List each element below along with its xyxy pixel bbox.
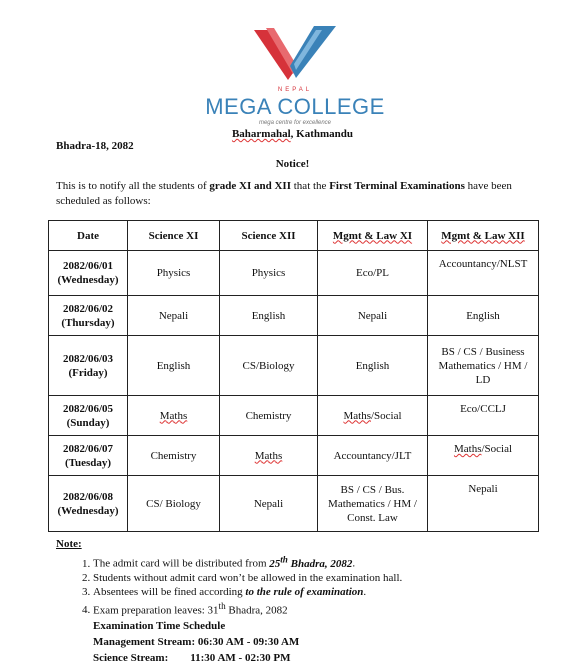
cell-text: Maths	[159, 409, 188, 422]
address-place: Baharmahal	[231, 128, 291, 140]
table-row	[49, 296, 539, 336]
note-text: .	[352, 557, 356, 570]
intro-text-1: This is to notify all the students of	[56, 180, 210, 192]
cell-mgmt-xii: Eco/CCLJ	[428, 396, 539, 436]
note-sup: th	[218, 600, 226, 611]
day-value: (Thursday)	[61, 316, 115, 329]
time-schedule	[93, 618, 536, 666]
science-time-row	[93, 650, 536, 666]
table-row	[49, 396, 539, 436]
day-value: (Friday)	[68, 366, 108, 379]
cell-mgmt-xi: Eco/PL	[318, 251, 428, 296]
row-date	[49, 396, 128, 436]
table-row	[49, 476, 539, 532]
note-text: .	[363, 585, 367, 598]
note-text: Exam preparation leaves: 31	[93, 604, 219, 617]
table-header-row	[49, 221, 539, 251]
science-time: 11:30 AM - 02:30 PM	[190, 652, 291, 665]
date-value: 2082/06/02	[62, 302, 114, 315]
management-label: Management Stream:	[93, 636, 198, 649]
table-row	[49, 436, 539, 476]
address-city: , Kathmandu	[290, 128, 354, 140]
header-mgmt-law-xii	[428, 221, 539, 251]
college-address	[0, 128, 585, 140]
row-date	[49, 296, 128, 336]
cell-science-xi: English	[128, 336, 220, 396]
cell-science-xii: English	[220, 296, 318, 336]
cell-mgmt-xi: Accountancy/JLT	[318, 436, 428, 476]
cell-text: Maths	[453, 443, 482, 455]
notice-date: Bhadra-18, 2082	[56, 140, 134, 152]
header-mgmt-law-xi	[318, 221, 428, 251]
intro-grades: grade XI and XII	[209, 180, 291, 192]
management-time-row	[93, 634, 536, 650]
cell-mgmt-xii: Nepali	[428, 476, 539, 532]
date-value: 2082/06/01	[62, 260, 114, 272]
science-label: Science Stream:	[93, 652, 191, 665]
cell-mgmt-xi: Nepali	[318, 296, 428, 336]
header-science-xii: Science XII	[220, 221, 318, 251]
cell-text: Maths	[254, 449, 283, 462]
day-value: (Wednesday)	[57, 274, 119, 286]
row-date	[49, 476, 128, 532]
cell-science-xi: Physics	[128, 251, 220, 296]
note-text: The admit card will be distributed from	[93, 557, 270, 570]
row-date	[49, 436, 128, 476]
header-mgmt-law-xii-text: Mgmt & Law XII	[441, 229, 525, 242]
notes-list	[56, 552, 536, 617]
note-admit-date	[269, 554, 353, 570]
date-value: 2082/06/05	[62, 402, 114, 415]
cell-text: Maths	[343, 409, 371, 422]
logo-chevron-icon	[252, 24, 338, 82]
cell-science-xii: Chemistry	[220, 396, 318, 436]
header-science-xi: Science XI	[128, 221, 220, 251]
date-value: 2082/06/07	[62, 442, 114, 455]
cell-mgmt-xi: BS / CS / Bus. Mathematics / HM / Const. Law	[318, 476, 428, 532]
logo-college-name: MEGA COLLEGE	[205, 94, 385, 119]
row-date	[49, 251, 128, 296]
cell-science-xii: Nepali	[220, 476, 318, 532]
cell-science-xii	[220, 436, 318, 476]
management-time: 06:30 AM - 09:30 AM	[197, 636, 300, 649]
notes-title: Note:	[56, 538, 82, 550]
cell-mgmt-xii: English	[428, 296, 539, 336]
logo-nepal-text: NEPAL	[277, 87, 313, 93]
cell-science-xi	[128, 396, 220, 436]
college-logo	[200, 24, 390, 124]
intro-text-2: that the	[291, 180, 330, 192]
day-value: (Sunday)	[66, 416, 110, 429]
logo-tagline: mega centre for excellence	[258, 120, 332, 126]
day-value: (Wednesday)	[57, 504, 119, 517]
cell-mgmt-xii: BS / CS / Business Mathematics / HM / LD	[428, 336, 539, 396]
cell-mgmt-xi: English	[318, 336, 428, 396]
date-value: 2082/06/08	[62, 490, 114, 503]
row-date	[49, 336, 128, 396]
note-day: 25	[269, 557, 281, 570]
day-value: (Tuesday)	[64, 456, 112, 469]
table-row	[49, 336, 539, 396]
table-row	[49, 251, 539, 296]
cell-mgmt-xi	[318, 396, 428, 436]
cell-science-xi: Nepali	[128, 296, 220, 336]
date-value: 2082/06/03	[62, 352, 114, 365]
notice-title: Notice!	[275, 158, 310, 170]
time-schedule-title: Examination Time Schedule	[93, 620, 226, 633]
list-item	[93, 599, 536, 618]
note-text: Bhadra, 2082	[225, 604, 288, 617]
intro-paragraph	[56, 179, 536, 209]
list-item	[93, 552, 536, 571]
header-date: Date	[49, 221, 128, 251]
cell-science-xii: CS/Biology	[220, 336, 318, 396]
cell-science-xi: CS/ Biology	[128, 476, 220, 532]
exam-schedule-table	[48, 220, 539, 532]
intro-exam-name: First Terminal Examinations	[329, 180, 465, 192]
cell-mgmt-xii	[428, 436, 539, 476]
note-emphasis: to the rule of examination	[245, 585, 364, 598]
cell-text: /Social	[481, 443, 513, 455]
intro-text-3: have been scheduled as follows:	[56, 180, 512, 207]
list-item	[93, 585, 536, 599]
cell-science-xii: Physics	[220, 251, 318, 296]
cell-science-xi: Chemistry	[128, 436, 220, 476]
note-month: Bhadra, 2082	[287, 557, 353, 570]
cell-text: /Social	[370, 409, 402, 422]
list-item: 2. Students without admit card won’t be allowed in the examination hall.	[93, 571, 536, 585]
note-sup: th	[280, 554, 288, 564]
notes-section	[56, 538, 536, 666]
header-mgmt-law-xi-text: Mgmt & Law XI	[332, 229, 413, 242]
cell-mgmt-xii: Accountancy/NLST	[428, 251, 539, 296]
note-text: Absentees will be fined according	[93, 585, 246, 598]
